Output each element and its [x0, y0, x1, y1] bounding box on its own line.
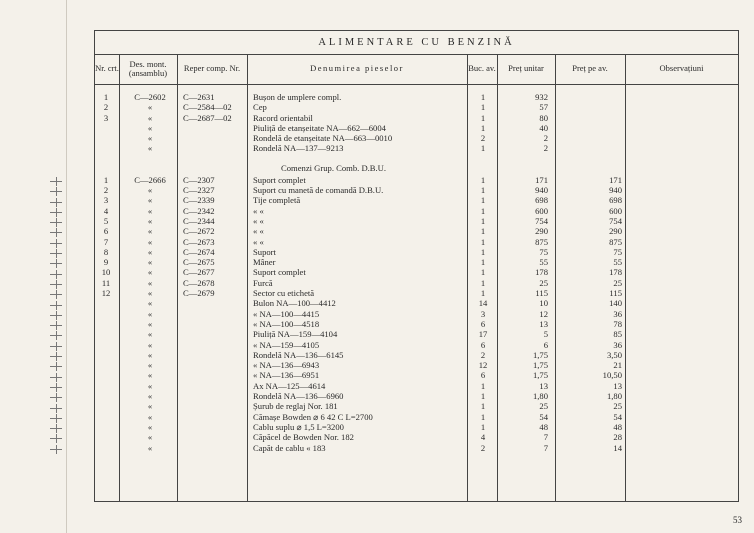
cell-den: Căpăcel de Bowden Nor. 182: [253, 432, 354, 443]
cell-buc: 1: [480, 226, 486, 237]
cell-des: «: [147, 380, 153, 391]
cell-den: Piuliță de etanșeitate NA—662—6004: [253, 122, 386, 133]
cell-pret-pe-av: 600: [609, 205, 622, 216]
cell-nr: 8: [103, 246, 109, 257]
margin-cross-mark: [50, 423, 62, 433]
cell-buc: 1: [480, 195, 486, 206]
cell-buc: 1: [480, 143, 486, 154]
table-row: [95, 237, 738, 247]
cell-buc: 1: [480, 411, 486, 422]
cell-buc: 1: [480, 215, 486, 226]
cell-reper: C—2584—02: [183, 102, 232, 113]
cell-pret-unitar: 7: [543, 432, 548, 443]
cell-pret-pe-av: 115: [609, 288, 622, 299]
margin-marks: [50, 176, 62, 454]
cell-nr: 11: [101, 277, 111, 288]
table-row: [95, 113, 738, 123]
cell-den: Rondelă NA—136—6960: [253, 391, 344, 402]
table-row: [95, 401, 738, 411]
col-header-des: Des. mont. (ansamblu): [128, 58, 168, 78]
cell-buc: 6: [480, 318, 486, 329]
margin-cross-mark: [50, 258, 62, 268]
cell-buc: 1: [480, 122, 486, 133]
cell-den: Cămașe Bowden ⌀ 6 42 C L=2700: [253, 411, 373, 422]
cell-nr: 9: [103, 257, 109, 268]
cell-buc: 1: [480, 92, 486, 102]
margin-cross-mark: [50, 413, 62, 423]
cell-nr: 2: [103, 185, 109, 196]
margin-cross-mark: [50, 361, 62, 371]
cell-pret-unitar: 1,80: [532, 391, 548, 402]
cell-buc: 1: [480, 267, 486, 278]
margin-cross-mark: [50, 330, 62, 340]
margin-cross-mark: [50, 392, 62, 402]
cell-pret-unitar: 940: [535, 185, 548, 196]
cell-pret-pe-av: 698: [609, 195, 622, 206]
cell-reper: C—2674: [183, 246, 215, 257]
cell-pret-pe-av: 754: [609, 215, 622, 226]
cell-pret-unitar: 600: [535, 205, 548, 216]
cell-den: « «: [253, 215, 264, 226]
cell-pret-unitar: 698: [535, 195, 548, 206]
cell-den: Mâner: [253, 257, 276, 268]
cell-pret-unitar: 875: [535, 236, 548, 247]
table-row: [95, 309, 738, 319]
cell-reper: C—2679: [183, 288, 215, 299]
cell-des: «: [147, 246, 153, 257]
cell-des: «: [147, 411, 153, 422]
cell-pret-unitar: 2: [543, 133, 548, 144]
cell-den: Suport: [253, 246, 276, 257]
cell-pret-pe-av: 48: [613, 421, 622, 432]
cell-nr: 1: [103, 174, 109, 185]
cell-des: «: [147, 226, 153, 237]
cell-den: « NA—100—4518: [253, 318, 320, 329]
cell-buc: 1: [480, 102, 486, 113]
cell-nr: 10: [101, 267, 111, 278]
margin-cross-mark: [50, 217, 62, 227]
cell-buc: 1: [480, 380, 486, 391]
cell-reper: C—2672: [183, 226, 215, 237]
cell-pret-unitar: 75: [539, 246, 548, 257]
cell-pret-unitar: 48: [539, 421, 548, 432]
table-row: [95, 206, 738, 216]
table-title: ALIMENTARE CU BENZINĂ: [318, 37, 515, 48]
cell-pret-unitar: 13: [539, 380, 548, 391]
cell-pret-unitar: 178: [535, 267, 548, 278]
cell-pret-unitar: 6: [543, 339, 548, 350]
col-header-pret-pe-av: Preț pe av.: [572, 63, 608, 74]
table-row: [95, 216, 738, 226]
cell-des: «: [147, 432, 153, 443]
table-row: [95, 143, 738, 153]
margin-cross-mark: [50, 197, 62, 207]
cell-buc: 6: [480, 339, 486, 350]
cell-buc: 1: [480, 257, 486, 268]
cell-buc: 4: [480, 432, 486, 443]
margin-cross-mark: [50, 300, 62, 310]
cell-den: Racord orientabil: [253, 112, 313, 123]
table-row: [95, 195, 738, 205]
cell-nr: 7: [103, 236, 109, 247]
cell-den: Șurub de reglaj Nor. 181: [253, 401, 338, 412]
parts-table: [94, 30, 739, 502]
table-body: [95, 92, 738, 453]
cell-buc: 1: [480, 288, 486, 299]
col-header-obs: Observațiuni: [659, 63, 704, 74]
cell-pret-unitar: 25: [539, 401, 548, 412]
margin-cross-mark: [50, 186, 62, 196]
cell-den: « NA—100—4415: [253, 308, 320, 319]
cell-buc: 1: [480, 185, 486, 196]
cell-pret-pe-av: 78: [613, 318, 622, 329]
margin-cross-mark: [50, 444, 62, 454]
cell-den: Suport complet: [253, 267, 306, 278]
col-header-reper: Reper comp. Nr.: [183, 63, 241, 74]
cell-des: «: [147, 349, 153, 360]
cell-des: «: [147, 112, 153, 123]
table-row: [95, 288, 738, 298]
page-edge: [66, 0, 67, 533]
table-row: [95, 102, 738, 112]
cell-buc: 1: [480, 421, 486, 432]
cell-buc: 1: [480, 277, 486, 288]
cell-pret-pe-av: 14: [613, 442, 622, 453]
cell-den: Ax NA—125—4614: [253, 380, 326, 391]
margin-cross-mark: [50, 372, 62, 382]
table-row: [95, 185, 738, 195]
cell-pret-unitar: 1,75: [532, 370, 548, 381]
cell-des: «: [147, 257, 153, 268]
cell-pret-pe-av: 290: [609, 226, 622, 237]
cell-den: « «: [253, 236, 264, 247]
cell-pret-unitar: 80: [539, 112, 548, 123]
cell-buc: 12: [478, 360, 488, 371]
cell-pret-pe-av: 178: [609, 267, 622, 278]
table-row: [95, 133, 738, 143]
margin-cross-mark: [50, 351, 62, 361]
cell-buc: 17: [478, 329, 488, 340]
table-row: [95, 360, 738, 370]
cell-den: Cablu suplu ⌀ 1,5 L=3200: [253, 421, 344, 432]
cell-den: « «: [253, 205, 264, 216]
cell-des: «: [147, 277, 153, 288]
table-row: [95, 412, 738, 422]
cell-des: «: [147, 102, 153, 113]
margin-cross-mark: [50, 433, 62, 443]
table-row: [95, 391, 738, 401]
cell-des: «: [147, 122, 153, 133]
margin-cross-mark: [50, 227, 62, 237]
cell-den: « NA—136—6951: [253, 370, 320, 381]
cell-reper: C—2339: [183, 195, 215, 206]
cell-den: « «: [253, 226, 264, 237]
cell-pret-unitar: 57: [539, 102, 548, 113]
cell-pret-unitar: 754: [535, 215, 548, 226]
cell-pret-unitar: 2: [543, 143, 548, 154]
cell-pret-pe-av: 28: [613, 432, 622, 443]
cell-den: Bușon de umplere compl.: [253, 92, 342, 102]
cell-pret-unitar: 10: [539, 298, 548, 309]
cell-nr: 5: [103, 215, 109, 226]
header-divider: [95, 84, 738, 85]
cell-des: «: [147, 421, 153, 432]
margin-cross-mark: [50, 382, 62, 392]
cell-nr: 3: [103, 112, 109, 123]
col-header-nr: Nr. crt.: [95, 63, 119, 74]
cell-nr: 6: [103, 226, 109, 237]
margin-cross-mark: [50, 310, 62, 320]
cell-des: «: [147, 298, 153, 309]
cell-pret-pe-av: 36: [613, 339, 622, 350]
cell-des: «: [147, 339, 153, 350]
page-number: 53: [733, 515, 742, 525]
cell-pret-unitar: 171: [535, 174, 548, 185]
cell-des: «: [147, 370, 153, 381]
cell-pret-unitar: 40: [539, 122, 548, 133]
cell-pret-unitar: 54: [539, 411, 548, 422]
cell-den: « NA—136—6943: [253, 360, 320, 371]
cell-nr: 4: [103, 205, 109, 216]
table-row: [95, 432, 738, 442]
cell-des: C—2602: [134, 92, 166, 102]
table-row: [95, 226, 738, 236]
cell-buc: 2: [480, 442, 486, 453]
cell-des: «: [147, 133, 153, 144]
section-subheading: Comenzi Grup. Comb. D.B.U.: [281, 162, 387, 173]
cell-reper: C—2678: [183, 277, 215, 288]
cell-pret-unitar: 115: [535, 288, 548, 299]
cell-des: «: [147, 318, 153, 329]
cell-pret-unitar: 55: [539, 257, 548, 268]
margin-cross-mark: [50, 320, 62, 330]
cell-buc: 2: [480, 349, 486, 360]
table-row: [95, 443, 738, 453]
cell-pret-unitar: 25: [539, 277, 548, 288]
cell-pret-pe-av: 171: [609, 174, 622, 185]
cell-des: «: [147, 329, 153, 340]
cell-pret-pe-av: 10,50: [602, 370, 622, 381]
cell-pret-pe-av: 940: [609, 185, 622, 196]
cell-den: Tije completă: [253, 195, 301, 206]
cell-den: Piuliță NA—159—4104: [253, 329, 338, 340]
cell-reper: C—2342: [183, 205, 215, 216]
margin-cross-mark: [50, 269, 62, 279]
cell-den: Capăt de cablu « 183: [253, 442, 326, 453]
table-row: [95, 257, 738, 267]
table-row: [95, 340, 738, 350]
margin-cross-mark: [50, 289, 62, 299]
margin-cross-mark: [50, 207, 62, 217]
cell-reper: C—2327: [183, 185, 215, 196]
table-row: [95, 278, 738, 288]
cell-buc: 1: [480, 401, 486, 412]
cell-den: Rondelă NA—136—6145: [253, 349, 344, 360]
cell-reper: C—2675: [183, 257, 215, 268]
cell-pret-pe-av: 25: [613, 401, 622, 412]
cell-des: «: [147, 442, 153, 453]
table-row: [95, 247, 738, 257]
cell-buc: 1: [480, 236, 486, 247]
table-row: [95, 319, 738, 329]
cell-buc: 2: [480, 133, 486, 144]
col-header-den: Denumirea pieselor: [310, 63, 404, 74]
cell-pret-pe-av: 3,50: [606, 349, 622, 360]
cell-des: «: [147, 195, 153, 206]
margin-cross-mark: [50, 403, 62, 413]
cell-buc: 1: [480, 174, 486, 185]
cell-buc: 3: [480, 308, 486, 319]
table-row: [95, 298, 738, 308]
cell-den: Suport complet: [253, 174, 306, 185]
cell-reper: C—2307: [183, 174, 215, 185]
cell-pret-pe-av: 55: [613, 257, 622, 268]
cell-des: «: [147, 185, 153, 196]
cell-des: C—2666: [134, 174, 166, 185]
cell-pret-unitar: 290: [535, 226, 548, 237]
cell-des: «: [147, 308, 153, 319]
title-divider: [95, 54, 738, 55]
cell-den: Rondelă de etanșeitate NA—663—0010: [253, 133, 393, 144]
cell-den: Cep: [253, 102, 267, 113]
table-row: [95, 329, 738, 339]
table-row: [95, 267, 738, 277]
cell-nr: 12: [101, 288, 111, 299]
cell-des: «: [147, 143, 153, 154]
cell-buc: 6: [480, 370, 486, 381]
cell-des: «: [147, 360, 153, 371]
cell-pret-unitar: 13: [539, 318, 548, 329]
cell-nr: 3: [103, 195, 109, 206]
cell-den: Suport cu manetă de comandă D.B.U.: [253, 185, 384, 196]
cell-pret-pe-av: 1,80: [606, 391, 622, 402]
table-row: [95, 175, 738, 185]
margin-cross-mark: [50, 341, 62, 351]
cell-pret-unitar: 1,75: [532, 349, 548, 360]
margin-cross-mark: [50, 176, 62, 186]
cell-des: «: [147, 401, 153, 412]
table-row: [95, 370, 738, 380]
table-row: [95, 350, 738, 360]
cell-pret-pe-av: 54: [613, 411, 622, 422]
cell-pret-pe-av: 875: [609, 236, 622, 247]
table-row: [95, 422, 738, 432]
col-header-pret-unitar: Preț unitar: [508, 63, 544, 74]
cell-den: Furcă: [253, 277, 273, 288]
table-row: [95, 123, 738, 133]
cell-den: Bulon NA—100—4412: [253, 298, 336, 309]
cell-des: «: [147, 236, 153, 247]
cell-den: Rondelă NA—137—9213: [253, 143, 344, 154]
cell-pret-pe-av: 21: [613, 360, 622, 371]
cell-pret-pe-av: 13: [613, 380, 622, 391]
cell-reper: C—2631: [183, 92, 215, 102]
cell-nr: 2: [103, 102, 109, 113]
cell-buc: 1: [480, 246, 486, 257]
cell-des: «: [147, 215, 153, 226]
cell-reper: C—2677: [183, 267, 215, 278]
cell-pret-pe-av: 75: [613, 246, 622, 257]
cell-des: «: [147, 391, 153, 402]
section-subheading-row: [95, 161, 738, 175]
cell-pret-pe-av: 140: [609, 298, 622, 309]
cell-reper: C—2673: [183, 236, 215, 247]
col-header-buc: Buc. av.: [468, 63, 496, 74]
cell-pret-pe-av: 25: [613, 277, 622, 288]
cell-nr: 1: [103, 92, 109, 102]
cell-den: Sector cu etichetă: [253, 288, 315, 299]
margin-cross-mark: [50, 238, 62, 248]
cell-des: «: [147, 205, 153, 216]
cell-den: « NA—159—4105: [253, 339, 320, 350]
margin-cross-mark: [50, 248, 62, 258]
cell-buc: 14: [478, 298, 488, 309]
table-row: [95, 381, 738, 391]
cell-pret-pe-av: 85: [613, 329, 622, 340]
cell-pret-unitar: 7: [543, 442, 548, 453]
cell-reper: C—2687—02: [183, 112, 232, 123]
margin-cross-mark: [50, 279, 62, 289]
cell-reper: C—2344: [183, 215, 215, 226]
cell-pret-unitar: 5: [543, 329, 548, 340]
cell-des: «: [147, 267, 153, 278]
table-row: [95, 92, 738, 102]
cell-des: «: [147, 288, 153, 299]
cell-pret-unitar: 12: [539, 308, 548, 319]
cell-pret-unitar: 1,75: [532, 360, 548, 371]
cell-buc: 1: [480, 112, 486, 123]
cell-pret-pe-av: 36: [613, 308, 622, 319]
cell-buc: 1: [480, 205, 486, 216]
cell-buc: 1: [480, 391, 486, 402]
cell-pret-unitar: 932: [535, 92, 548, 102]
